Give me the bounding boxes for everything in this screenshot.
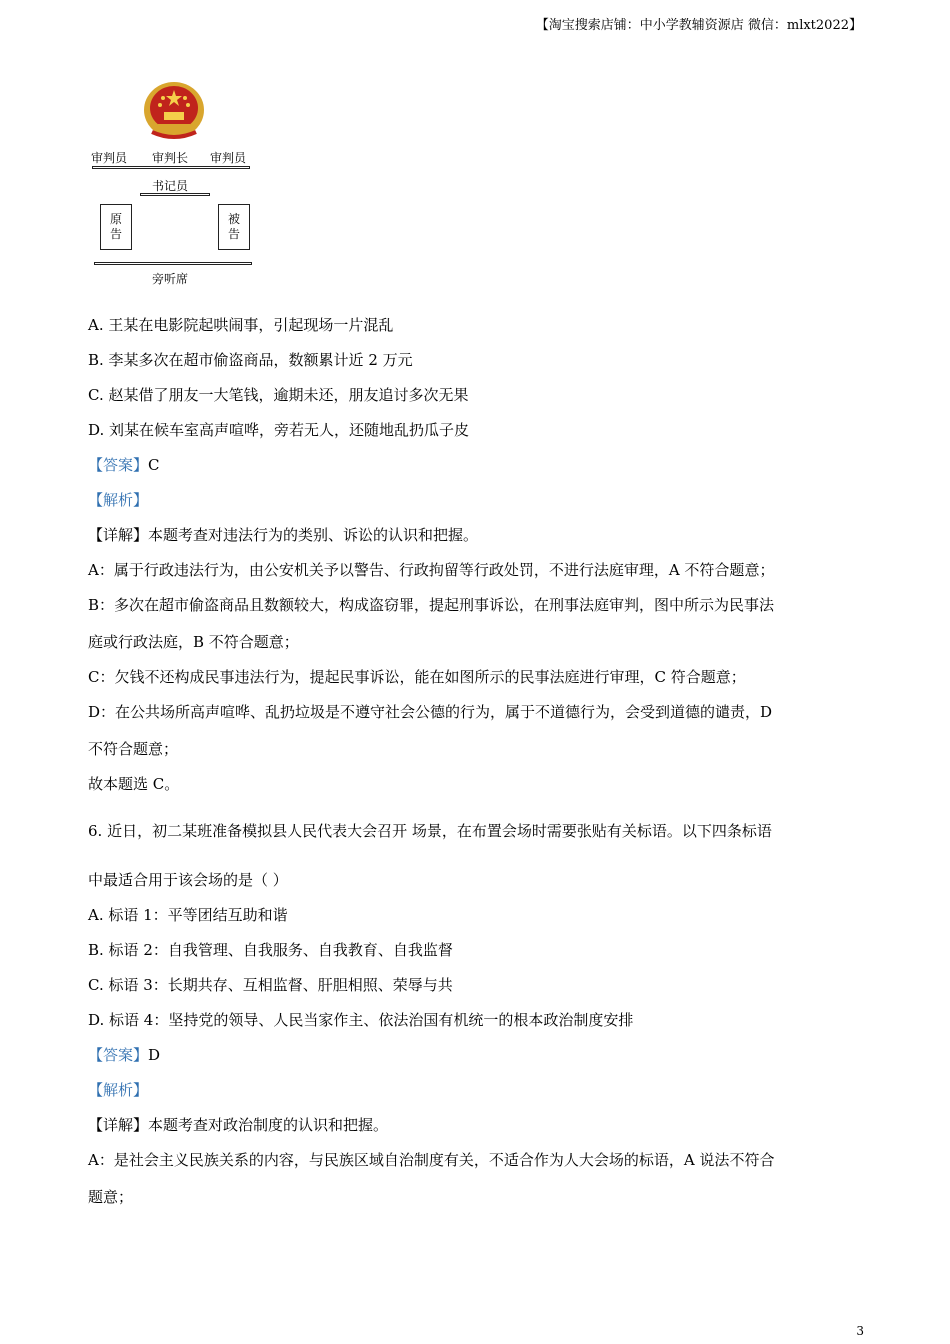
- answer-label: 【答案】: [88, 1046, 149, 1064]
- courtroom-diagram: [88, 72, 258, 290]
- q5-analysis-label: 【解析】: [88, 491, 149, 509]
- q6-option-b: B. 标语 2：自我管理、自我服务、自我教育、自我监督: [88, 941, 453, 959]
- page-number: 3: [856, 1324, 864, 1338]
- answer-label: 【答案】: [88, 456, 149, 474]
- answer-value: C: [148, 456, 160, 474]
- q5-explanation-a: A：属于行政违法行为，由公安机关予以警告、行政拘留等行政处罚，不进行法庭审理，A 不符合题意；: [88, 561, 775, 579]
- answer-value: D: [148, 1046, 161, 1064]
- q5-option-a: A. 王某在电影院起哄闹事，引起现场一片混乱: [88, 316, 394, 334]
- q6-option-d: D. 标语 4：坚持党的领导、人民当家作主、依法治国有机统一的根本政治制度安排: [88, 1011, 634, 1029]
- q5-conclusion: 故本题选 C。: [88, 775, 180, 793]
- gallery-bar: [94, 262, 252, 265]
- q6-option-a: A. 标语 1：平等团结互助和谐: [88, 906, 288, 924]
- q5-detail: 【详解】本题考查对违法行为的类别、诉讼的认识和把握。: [88, 526, 479, 544]
- q5-option-d: D. 刘某在候车室高声喧哗，旁若无人，还随地乱扔瓜子皮: [88, 421, 470, 439]
- bench-bar: [92, 166, 250, 169]
- q6-answer: [88, 1042, 868, 1077]
- q5-option-c: C. 赵某借了朋友一大笔钱，逾期未还，朋友追讨多次无果: [88, 386, 469, 404]
- q5-explanation-c: C：欠钱不还构成民事违法行为，提起民事诉讼，能在如图所示的民事法庭进行审理，C 符合题意；: [88, 668, 746, 686]
- q6-explanation-a: A：是社会主义民族关系的内容，与民族区域自治制度有关，不适合作为人大会场的标语，A 说法不符合: [88, 1151, 775, 1169]
- q6-option-c: C. 标语 3：长期共存、互相监督、肝胆相照、荣辱与共: [88, 976, 453, 994]
- q6-explanation-a-cont: 题意；: [88, 1188, 134, 1206]
- q5-explanation-d-cont: 不符合题意；: [88, 740, 179, 758]
- q5-answer: [88, 452, 868, 487]
- judge-left-label: 审判员: [91, 151, 128, 165]
- national-emblem-icon: [138, 76, 210, 142]
- q6-analysis-label: 【解析】: [88, 1081, 149, 1099]
- page-header: 【淘宝搜索店铺：中小学教辅资源店 微信：mlxt2022】: [535, 18, 862, 33]
- defendant-seat: 被 告: [218, 204, 250, 250]
- q6-stem-line1: 6. 近日，初二某班准备模拟县人民代表大会召开 场景，在布置会场时需要张贴有关标语。以下四条标语: [88, 822, 772, 840]
- q5-explanation-b-cont: 庭或行政法庭，B 不符合题意；: [88, 633, 299, 651]
- gallery-label: 旁听席: [152, 272, 189, 286]
- chief-judge-label: 审判长: [152, 151, 189, 165]
- q5-option-b: B. 李某多次在超市偷盗商品，数额累计近 2 万元: [88, 351, 413, 369]
- q5-explanation-b: B：多次在超市偷盗商品且数额较大，构成盗窃罪，提起刑事诉讼，在刑事法庭审判，图中所示为民事法: [88, 596, 775, 614]
- clerk-desk: [140, 193, 210, 196]
- q6-stem-line2: 中最适合用于该会场的是（ ）: [88, 871, 288, 889]
- clerk-label: 书记员: [152, 179, 189, 193]
- q5-explanation-d: D：在公共场所高声喧哗、乱扔垃圾是不遵守社会公德的行为，属于不道德行为，会受到道德的谴责，D: [88, 703, 773, 721]
- judge-right-label: 审判员: [210, 151, 247, 165]
- document-body: [88, 312, 868, 1219]
- plaintiff-seat: 原 告: [100, 204, 132, 250]
- q6-detail: 【详解】本题考查对政治制度的认识和把握。: [88, 1116, 389, 1134]
